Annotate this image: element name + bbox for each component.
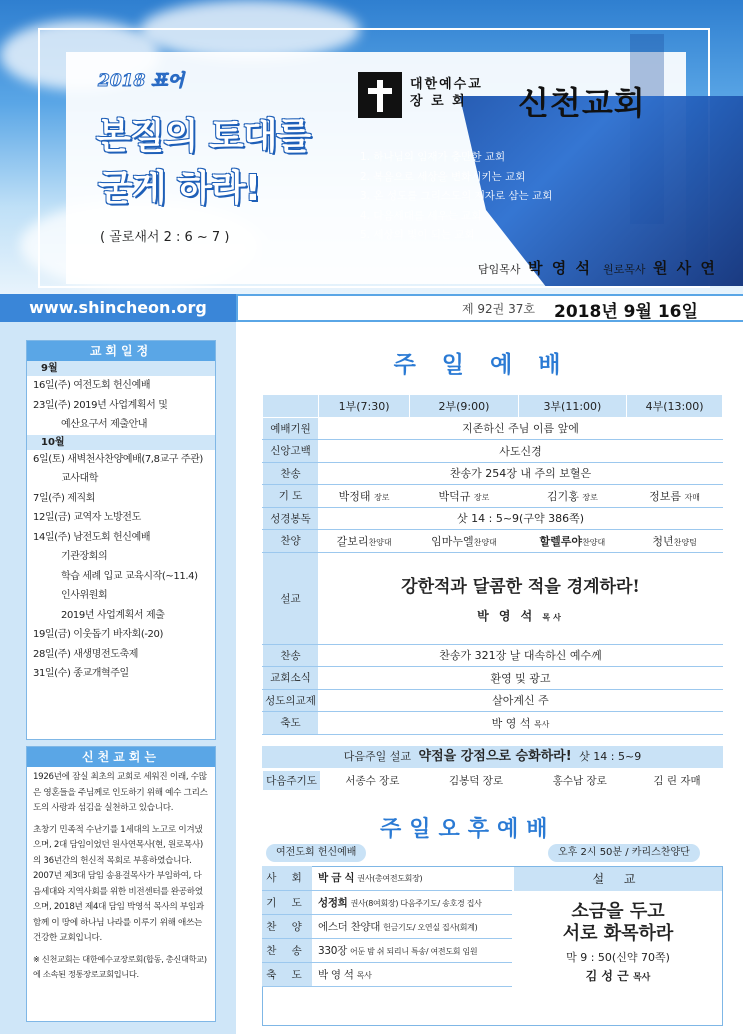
service-time: 3부(11:00) [518, 395, 626, 418]
goal-item: 2. 복음으로 세상을 변화시키는 교회 [360, 170, 526, 183]
church-name: 신천교회 [518, 84, 646, 122]
row-label: 신앙고백 [263, 440, 319, 463]
choir: 할렐루야찬양대 [518, 530, 626, 553]
row-label: 성경봉독 [263, 507, 319, 530]
row-label: 설교 [263, 552, 319, 644]
emeritus-pastor-label: 원로목사 [602, 263, 646, 276]
calendar-item: 예산요구서 제출안내 [61, 419, 148, 430]
calendar-item: 31일(수) 종교개혁주일 [33, 668, 129, 679]
calendar-item: 7일(주) 제직회 [33, 492, 96, 504]
row-label: 사 회 [262, 866, 312, 890]
row-label: 다음주기도 [263, 771, 321, 791]
calendar-item: 12일(금) 교역자 노방전도 [33, 512, 141, 523]
calendar-item: 교사대학 [61, 473, 99, 484]
table-row [263, 530, 723, 553]
sermon-cell [319, 552, 723, 644]
choir: 청년찬양팀 [627, 530, 723, 553]
afternoon-sermon-title: 소금을 두고 서로 화목하라 [562, 901, 674, 944]
fellowship-hymn: 살아계신 주 [319, 689, 723, 712]
scripture-reading: 삿 14 : 5~9(구약 386쪽) [319, 507, 723, 530]
row-label: 성도의교제 [263, 689, 319, 712]
about-note: ※ 신천교회는 대한예수교장로회(합동, 총신대학교)에 소속된 정통장로교회입니다. [33, 953, 207, 979]
year-label: 2018 표어 [98, 71, 185, 91]
pastors-line [478, 257, 721, 278]
denomination-line-2: 장 로 회 [410, 94, 467, 109]
senior-pastor-name: 박 영 석 [528, 259, 592, 277]
next-prayer-leader: 홍수남 장로 [528, 771, 632, 791]
next-sermon-title: 약점을 강점으로 승화하라! [418, 749, 572, 764]
table-row [263, 395, 723, 418]
row-label: 찬송 [263, 462, 319, 485]
month-label: 10월 [27, 435, 215, 450]
goal-item: 4. 다음세대를 세우는 교회 [360, 209, 482, 222]
table-row [263, 417, 723, 440]
table-row: 기 도 성정희 권사(8여회장) 다음주기도/ 송호경 집사 [262, 890, 512, 914]
row-label: 축도 [263, 712, 319, 735]
row-label: 기 도 [263, 485, 319, 508]
calendar-item: 인사위원회 [61, 590, 108, 601]
calendar-item: 28일(주) 새생명전도축제 [33, 648, 139, 660]
row-label: 축 도 [262, 962, 312, 986]
calendar-item: 23일(주) 2019년 사업계획서 및 [33, 399, 168, 411]
calendar-title: 교회일정 [27, 341, 215, 361]
benediction: 박 영 석 목사 [319, 712, 723, 735]
theme-verse: ( 골로새서 2 : 6 ~ 7 ) [100, 230, 230, 245]
table-row [263, 644, 723, 667]
table-row [263, 689, 723, 712]
theme-line-1: 본질의 토대를 [96, 116, 311, 157]
calendar-list-october [27, 450, 215, 684]
next-sermon-verse: 삿 14 : 5~9 [579, 750, 642, 763]
table-row [263, 507, 723, 530]
next-prayer-leader: 김봉덕 장로 [424, 771, 528, 791]
denomination [410, 76, 510, 110]
about-paragraph: 초창기 민족적 수난기를 1세대의 노고로 이겨냈으며, 2대 담임이었던 원사연목사(현, 원로목사)의 36년간의 헌신적 목회로 부흥하였습니다. 2007년 제3대 담임 송용걸목사가 부임하여, 다음세대와 지역사회를 위한 비전센터를 완공하였으며, 2018년 제4대 담임 박영석 목사의 부임과 함께 이 땅에 하나님 나라를 이루기 위해 애쓰는 건강한 교회입니다. [33, 824, 204, 943]
table-row [263, 712, 723, 735]
calendar-item: 2019년 사업계획서 제출 [61, 609, 165, 621]
row-label: 찬양 [263, 530, 319, 553]
worship-title: 주일예배 [393, 352, 587, 378]
about-church-panel [26, 746, 216, 1022]
table-row [263, 440, 723, 463]
row-label: 기 도 [262, 890, 312, 914]
issue-number: 제 92권 37호 [462, 302, 535, 316]
next-prayer-leader: 김 린 자매 [632, 771, 723, 791]
sermon-title: 강한적과 달콤한 적을 경계하라! [401, 577, 640, 597]
denomination-line-1: 대한예수교 [410, 77, 483, 92]
afternoon-time-pill: 오후 2시 50분 / 카리스찬양단 [548, 844, 700, 862]
row-label: 찬송 [263, 644, 319, 667]
next-week-prayer-table [262, 770, 723, 791]
afternoon-worship-title: 주일오후예배 [380, 817, 556, 842]
calendar-item: 학습 세례 입교 교육시작(~11.4) [61, 570, 198, 582]
table-row [263, 485, 723, 508]
table-row: 축 도 박 영 석 목사 [262, 962, 512, 986]
about-title: 신천교회는 [27, 747, 215, 767]
emeritus-pastor-name: 원 사 연 [652, 259, 717, 277]
table-row: 사 회 박 금 식 권사(총여전도회장) [262, 866, 512, 890]
table-row [263, 667, 723, 690]
service-time: 4부(13:00) [627, 395, 723, 418]
afternoon-event-pill: 여전도회 헌신예배 [266, 844, 366, 862]
table-row [263, 552, 723, 644]
bulletin-date: 2018년 9월 16일 [554, 302, 698, 322]
row-label: 교회소식 [263, 667, 319, 690]
senior-pastor-label: 담임목사 [478, 263, 521, 276]
opening-hymn: 찬송가 254장 내 주의 보혈은 [319, 462, 723, 485]
prayer-leader: 김기홍 장로 [518, 485, 626, 508]
church-calendar-panel [26, 340, 216, 740]
theme-line-2: 굳게 하라! [98, 168, 261, 209]
afternoon-sermon-verse: 막 9 : 50(신약 70쪽) [566, 951, 670, 964]
goal-item: 5. 세상의 빛이 되는 교회 [360, 229, 475, 241]
table-row [263, 771, 723, 791]
table-row: 찬 양 에스더 찬양대 헌금기도/ 오연실 집사(회계) [262, 914, 512, 938]
service-time: 2부(9:00) [410, 395, 518, 418]
church-news: 환영 및 광고 [319, 667, 723, 690]
calendar-list-september [27, 376, 215, 435]
choir: 갈보리찬양대 [319, 530, 410, 553]
row-label: 찬 송 [262, 938, 312, 962]
afternoon-order-table [262, 866, 512, 987]
church-goals [360, 148, 552, 246]
next-prayer-leader: 서종수 장로 [321, 771, 425, 791]
website-link[interactable]: www.shincheon.org [0, 294, 236, 322]
calendar-item: 14일(주) 남전도회 헌신예배 [33, 531, 151, 543]
month-label: 9월 [27, 361, 215, 376]
about-paragraph: 1926년에 잠실 최초의 교회로 세워진 이래, 수많은 영혼들을 주님께로 인도하기 위해 예수 그리스도의 사랑과 섬김을 실천하고 있습니다. [33, 772, 208, 813]
row-label: 예배기원 [263, 417, 319, 440]
afternoon-sermon-label: 설 교 [514, 867, 722, 891]
worship-order-table [262, 394, 723, 735]
goal-item: 1. 하나님의 임재가 충만한 교회 [360, 151, 506, 163]
calendar-item: 19일(금) 이웃돕기 바자회(-20) [33, 629, 163, 640]
choir: 임마누엘찬양대 [410, 530, 518, 553]
table-row: 찬 송 330장 어둔 밤 쉬 되리니 특송/ 여전도회 임원 [262, 938, 512, 962]
calendar-item: 16일(주) 여전도회 헌신예배 [33, 380, 151, 391]
church-logo-icon [358, 72, 402, 118]
prayer-leader: 정보름 자매 [627, 485, 723, 508]
prayer-leader: 박덕규 장로 [410, 485, 518, 508]
table-row [263, 462, 723, 485]
sermon-preacher: 박 영 석 목사 [477, 609, 564, 623]
calendar-item: 6일(토) 새벽천사찬양예배(7,8교구 주관) [33, 453, 203, 465]
row-label: 찬 양 [262, 914, 312, 938]
service-time: 1부(7:30) [319, 395, 410, 418]
closing-hymn: 찬송가 321장 날 대속하신 예수께 [319, 644, 723, 667]
afternoon-preacher: 김 성 근 목사 [585, 969, 651, 983]
goal-item: 3. 온 성도를 그리스도의 제자로 삼는 교회 [360, 190, 553, 202]
prayer-leader: 박정태 장로 [319, 485, 410, 508]
call-to-worship: 지존하신 주님 이름 앞에 [319, 417, 723, 440]
afternoon-sermon [514, 867, 722, 1025]
creed: 사도신경 [319, 440, 723, 463]
next-week-sermon: 다음주일 설교 약점을 강점으로 승화하라! 삿 14 : 5~9 [262, 746, 723, 768]
calendar-item: 기관장회의 [61, 551, 108, 562]
